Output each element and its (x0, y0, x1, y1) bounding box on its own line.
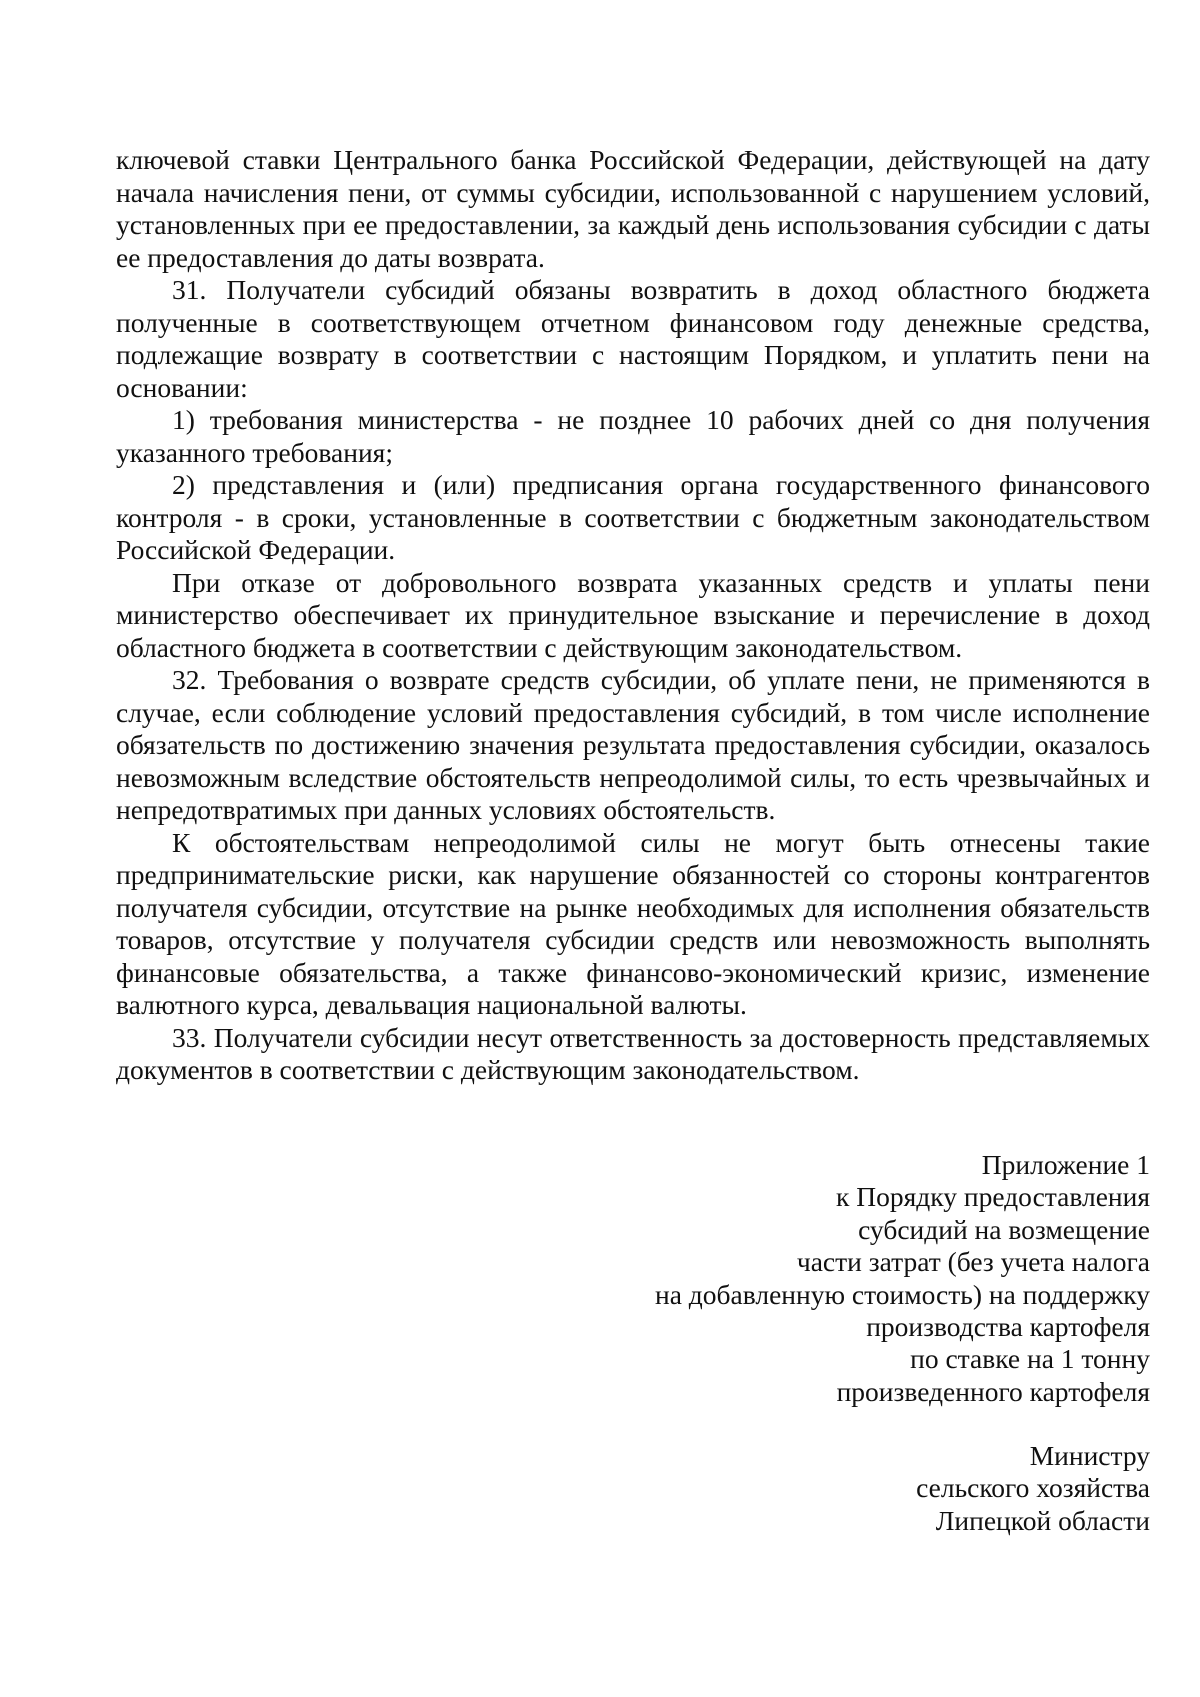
paragraph-31-item-1: 1) требования министерства - не позднее 10 рабочих дней со дня получения указанного требования; (116, 404, 1150, 468)
paragraph-refusal: При отказе от добровольного возврата указанных средств и уплаты пени министерство обеспечивает их принудительное взыскание и перечисление в доход областного бюджета в соответствии с действующим законодательством. (116, 566, 1150, 663)
appendix-line: субсидий на возмещение (858, 1213, 1150, 1245)
addressee-line: Липецкой области (935, 1504, 1150, 1536)
addressee-block (750, 1440, 1150, 1537)
paragraph-force-majeure: К обстоятельствам непреодолимой силы не могут быть отнесены такие предпринимательские риски, как нарушение обязанностей со стороны контрагентов получателя субсидии, отсутствие на рынке необходимых для исполнения обязательств товаров, отсутствие у получателя субсидии средств или невозможность выполнять финансовые обязательства, а также финансово-экономический кризис, изменение валютного курса, девальвация национальной валюты. (116, 826, 1150, 1020)
appendix-line: производства картофеля (866, 1311, 1150, 1343)
appendix-line: Приложение 1 (981, 1149, 1150, 1180)
paragraph-penalty-continuation: ключевой ставки Центрального банка Российской Федерации, действующей на дату начала начисления пени, от суммы субсидии, использованной с нарушением условий, установленных при ее предоставлении, за каждый день использования субсидии с даты ее предоставления до даты возврата. (116, 144, 1150, 273)
appendix-line: части затрат (без учета налога (796, 1246, 1150, 1278)
appendix-header (510, 1149, 1150, 1408)
appendix-line: произведенного картофеля (836, 1375, 1150, 1407)
appendix-line: к Порядку предоставления (836, 1181, 1150, 1213)
paragraph-31-item-2: 2) представления и (или) предписания органа государственного финансового контроля - в сроки, установленные в соответствии с бюджетным законодательством Российской Федерации. (116, 469, 1150, 565)
paragraph-33: 33. Получатели субсидии несут ответственность за достоверность представляемых документов в соответствии с действующим законодательством. (116, 1021, 1150, 1085)
paragraph-31: 31. Получатели субсидий обязаны возвратить в доход областного бюджета полученные в соответствующем отчетном финансовом году денежные средства, подлежащие возврату в соответствии с настоящим Порядком, и уплатить пени на основании: (116, 274, 1150, 403)
document-body (116, 144, 1150, 1087)
appendix-line: по ставке на 1 тонну (910, 1343, 1150, 1375)
addressee-line: сельского хозяйства (916, 1472, 1150, 1504)
addressee-line: Министру (1029, 1440, 1150, 1471)
paragraph-32: 32. Требования о возврате средств субсидии, об уплате пени, не применяются в случае, если соблюдение условий предоставления субсидий, в том числе исполнение обязательств по достижению значения результата предоставления субсидии, оказалось невозможным вследствие обстоятельств непреодолимой силы, то есть чрезвычайных и непредотвратимых при данных условиях обстоятельств. (116, 664, 1150, 825)
appendix-line: на добавленную стоимость) на поддержку (655, 1278, 1150, 1310)
